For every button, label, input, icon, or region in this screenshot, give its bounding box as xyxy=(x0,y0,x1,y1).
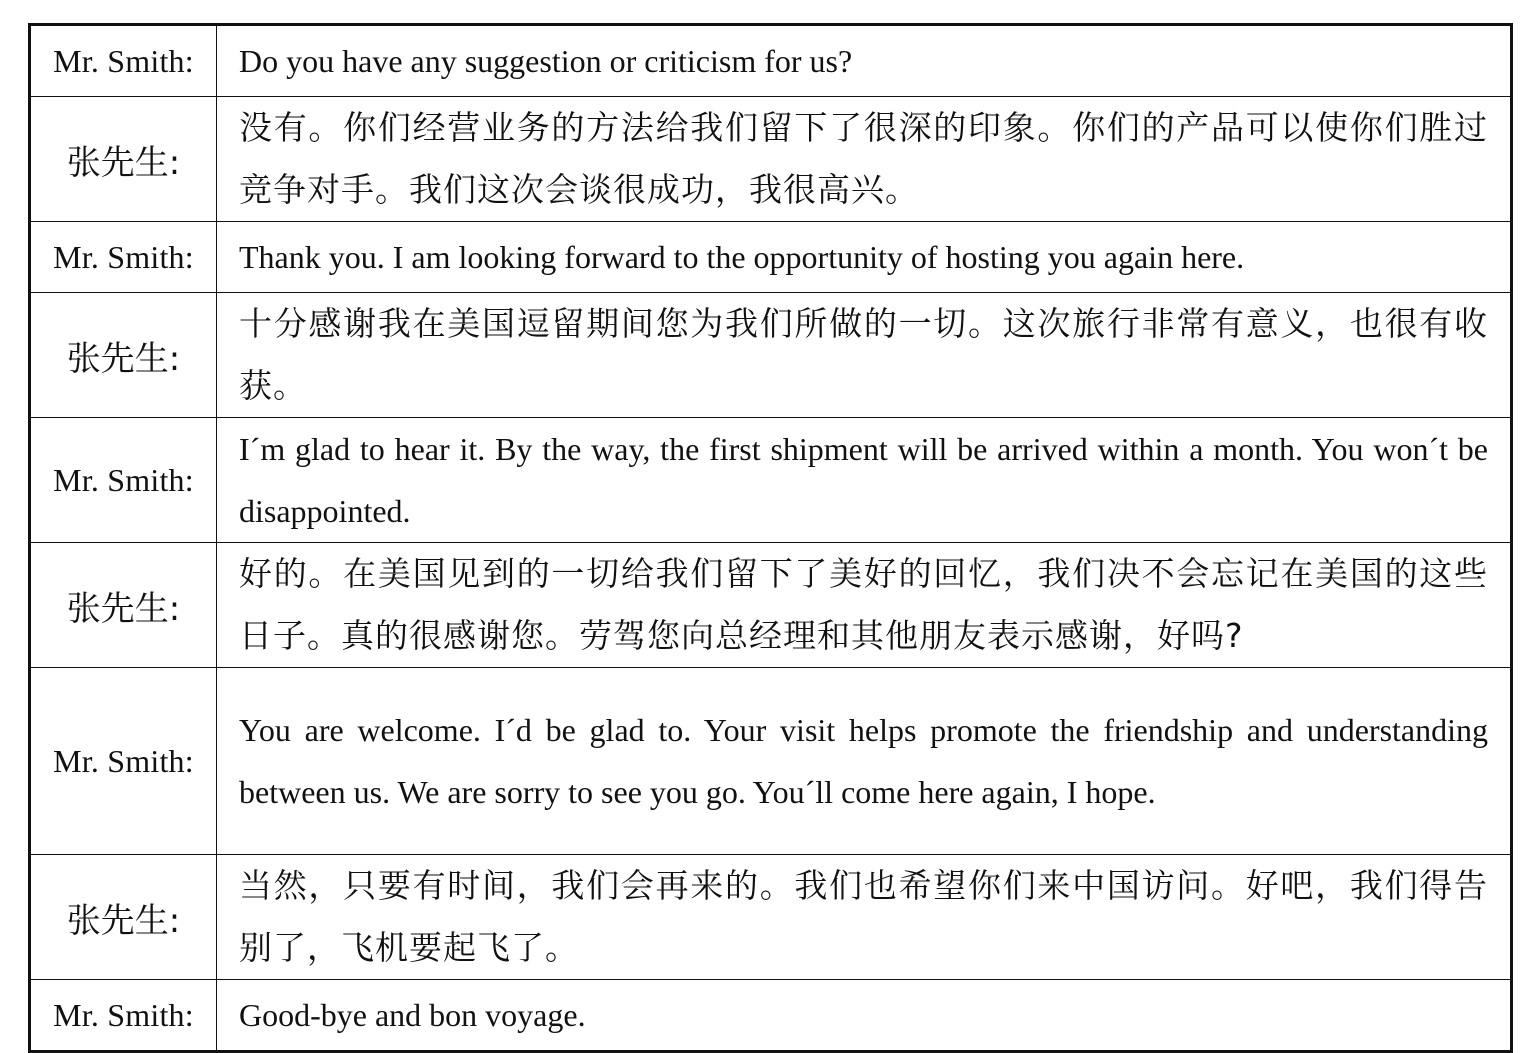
dialogue-line: Thank you. I am looking forward to the opportunity of hosting you again here. xyxy=(217,222,1512,293)
dialogue-line: 十分感谢我在美国逗留期间您为我们所做的一切。这次旅行非常有意义，也很有收获。 xyxy=(217,293,1512,418)
dialogue-row xyxy=(30,25,1512,97)
dialogue-row xyxy=(30,668,1512,855)
dialogue-table xyxy=(28,23,1513,1053)
dialogue-line: Do you have any suggestion or criticism for us? xyxy=(217,25,1512,97)
dialogue-row xyxy=(30,418,1512,543)
speaker-label: Mr. Smith: xyxy=(30,668,217,855)
speaker-label: 张先生: xyxy=(30,97,217,222)
speaker-label: Mr. Smith: xyxy=(30,980,217,1052)
dialogue-line: Good-bye and bon voyage. xyxy=(217,980,1512,1052)
dialogue-row xyxy=(30,543,1512,668)
speaker-label: Mr. Smith: xyxy=(30,222,217,293)
speaker-label: 张先生: xyxy=(30,543,217,668)
dialogue-line: You are welcome. I´d be glad to. Your visit helps promote the friendship and understanding between us. We are sorry to see you go. You´ll come here again, I hope. xyxy=(217,668,1512,855)
dialogue-row xyxy=(30,222,1512,293)
dialogue-row xyxy=(30,97,1512,222)
speaker-label: 张先生: xyxy=(30,293,217,418)
dialogue-line: 当然，只要有时间，我们会再来的。我们也希望你们来中国访问。好吧，我们得告别了，飞机要起飞了。 xyxy=(217,855,1512,980)
dialogue-row xyxy=(30,855,1512,980)
dialogue-line: 好的。在美国见到的一切给我们留下了美好的回忆，我们决不会忘记在美国的这些日子。真的很感谢您。劳驾您向总经理和其他朋友表示感谢，好吗? xyxy=(217,543,1512,668)
dialogue-line: 没有。你们经营业务的方法给我们留下了很深的印象。你们的产品可以使你们胜过竞争对手。我们这次会谈很成功，我很高兴。 xyxy=(217,97,1512,222)
speaker-label: 张先生: xyxy=(30,855,217,980)
dialogue-line: I´m glad to hear it. By the way, the first shipment will be arrived within a month. You won´t be disappointed. xyxy=(217,418,1512,543)
dialogue-row xyxy=(30,293,1512,418)
dialogue-row xyxy=(30,980,1512,1052)
speaker-label: Mr. Smith: xyxy=(30,25,217,97)
speaker-label: Mr. Smith: xyxy=(30,418,217,543)
